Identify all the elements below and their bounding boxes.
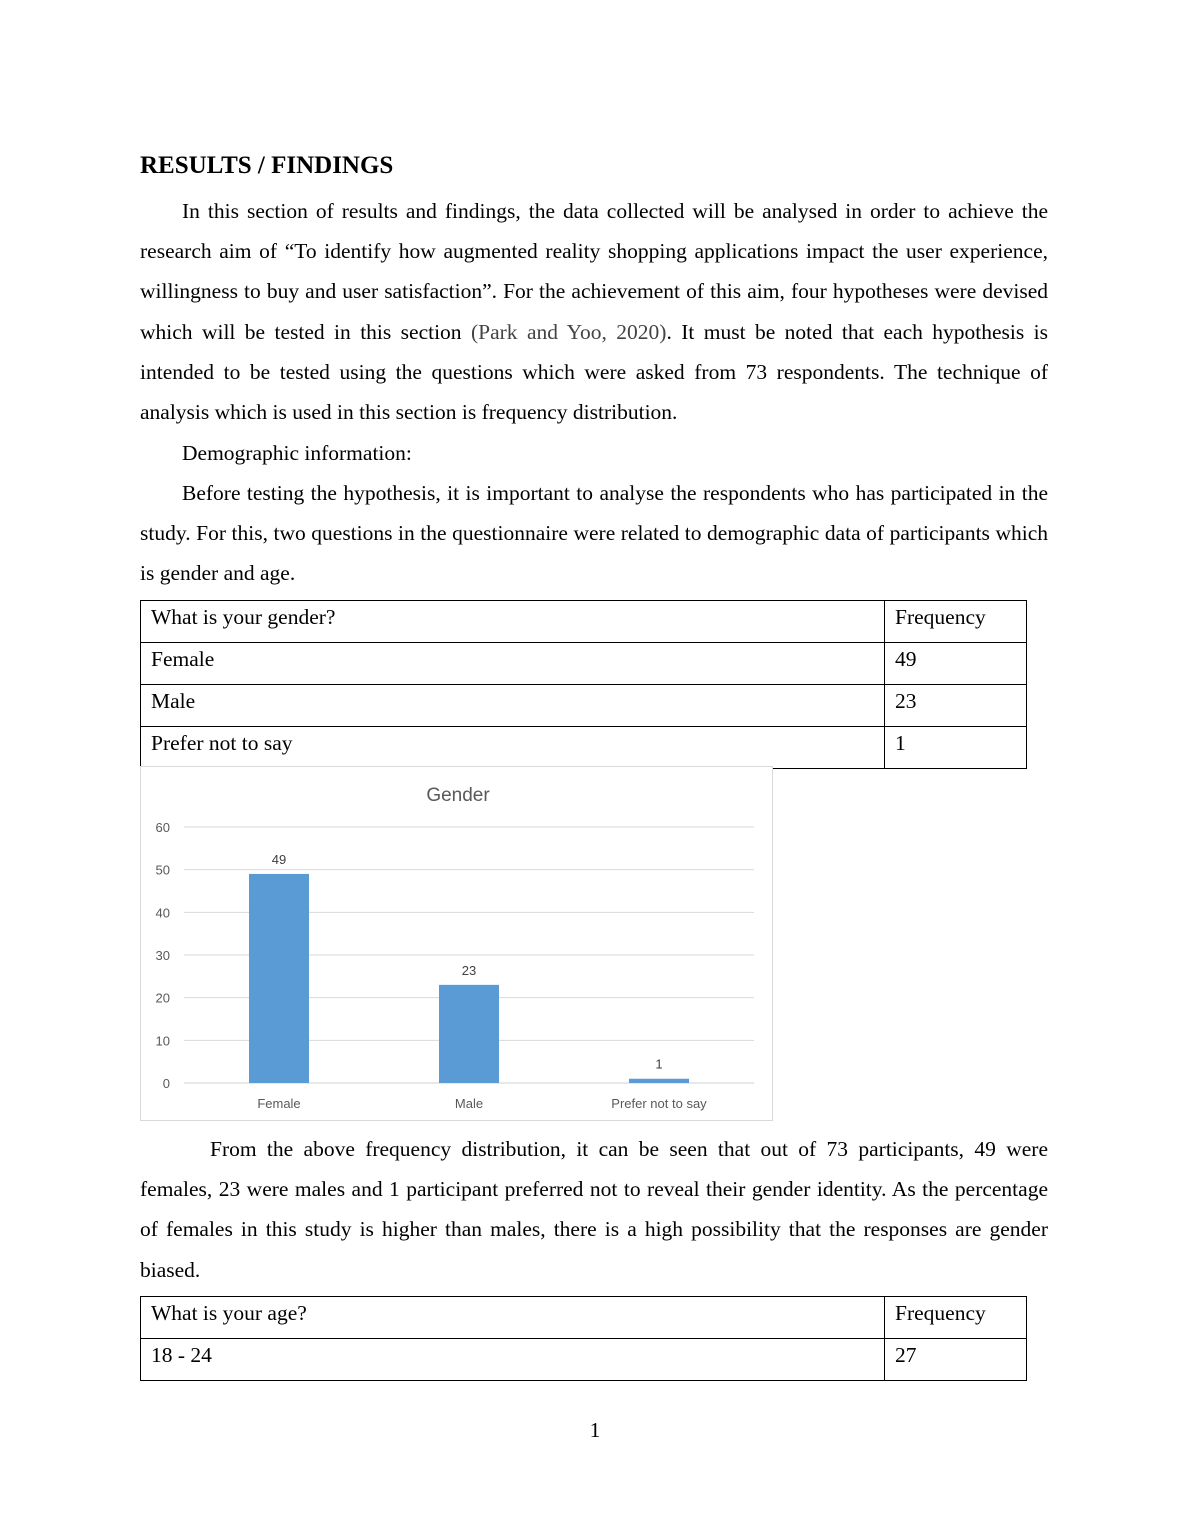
table-cell: 49 <box>885 643 1027 685</box>
table-row <box>141 727 1027 769</box>
intro-text-end: . It must be noted that each hypothesis is intended to be tested using the questions which were asked from 73 respondents. The technique of analysis which is used in this section is frequency distribution. <box>140 319 1049 425</box>
data-label: 49 <box>271 851 287 867</box>
table-row <box>141 1339 1027 1381</box>
table-cell: Male <box>141 685 885 727</box>
x-tick-label: Prefer not to say <box>611 1096 707 1111</box>
table-row <box>141 643 1027 685</box>
y-tick-label: 20 <box>155 990 170 1006</box>
table-cell: 23 <box>885 685 1027 727</box>
data-label: 23 <box>461 962 477 978</box>
table-header-cell: What is your age? <box>141 1297 885 1339</box>
table-cell: Female <box>141 643 885 685</box>
intro-text: In this section of results and findings, the data collected will be analysed in order to achieve the research aim of “To identify how augmented reality shopping applications impact the user experience, willingness to buy and user satisfaction”. For the achievement of this aim, four hypotheses were devised which will be tested in this section <box>140 199 1048 344</box>
table-header-cell: What is your gender? <box>141 601 885 643</box>
y-tick-label: 50 <box>155 862 170 878</box>
gender-chart-svg <box>141 767 772 1120</box>
intro-paragraph <box>140 191 1048 432</box>
table-header-cell: Frequency <box>885 1297 1027 1339</box>
bar-prefer-not-to-say <box>629 1079 689 1083</box>
gender-chart <box>140 766 773 1121</box>
table-header-cell: Frequency <box>885 601 1027 643</box>
table-row <box>141 685 1027 727</box>
page-number: 1 <box>589 1418 601 1442</box>
x-axis <box>257 1096 707 1111</box>
table-cell: 18 - 24 <box>141 1339 885 1381</box>
x-tick-label: Female <box>257 1096 301 1111</box>
citation: (Park and Yoo, 2020) <box>470 319 667 344</box>
table-row <box>141 601 1027 643</box>
gender-table <box>140 600 1027 769</box>
table-cell: Prefer not to say <box>141 727 885 769</box>
data-label: 1 <box>655 1056 663 1072</box>
y-tick-label: 40 <box>155 905 170 921</box>
chart-title: Gender <box>426 785 490 806</box>
table-row <box>141 1297 1027 1339</box>
y-tick-label: 60 <box>155 820 170 835</box>
chart-bars <box>249 874 689 1083</box>
gender-analysis-paragraph: From the above frequency distribution, it can be seen that out of 73 participants, 49 were females, 23 were males and 1 participant preferred not to reveal their gender identity. As the percentage of females in this study is higher than males, there is a high possibility that the responses are gender biased. <box>140 1137 1048 1282</box>
table-cell: 27 <box>885 1339 1027 1381</box>
demographic-paragraph: Before testing the hypothesis, it is important to analyse the respondents who has participated in the study. For this, two questions in the questionnaire were related to demographic data of participants which is gender and age. <box>140 481 1048 586</box>
section-heading: RESULTS / FINDINGS <box>140 152 394 179</box>
demographic-label: Demographic information: <box>182 441 412 465</box>
y-tick-label: 0 <box>162 1076 170 1091</box>
table-cell: 1 <box>885 727 1027 769</box>
bar-female <box>249 874 309 1083</box>
y-tick-label: 10 <box>155 1033 170 1049</box>
bar-male <box>439 985 499 1083</box>
x-tick-label: Male <box>454 1096 484 1111</box>
y-tick-label: 30 <box>155 948 170 963</box>
y-axis <box>156 820 170 1091</box>
age-table <box>140 1296 1027 1381</box>
